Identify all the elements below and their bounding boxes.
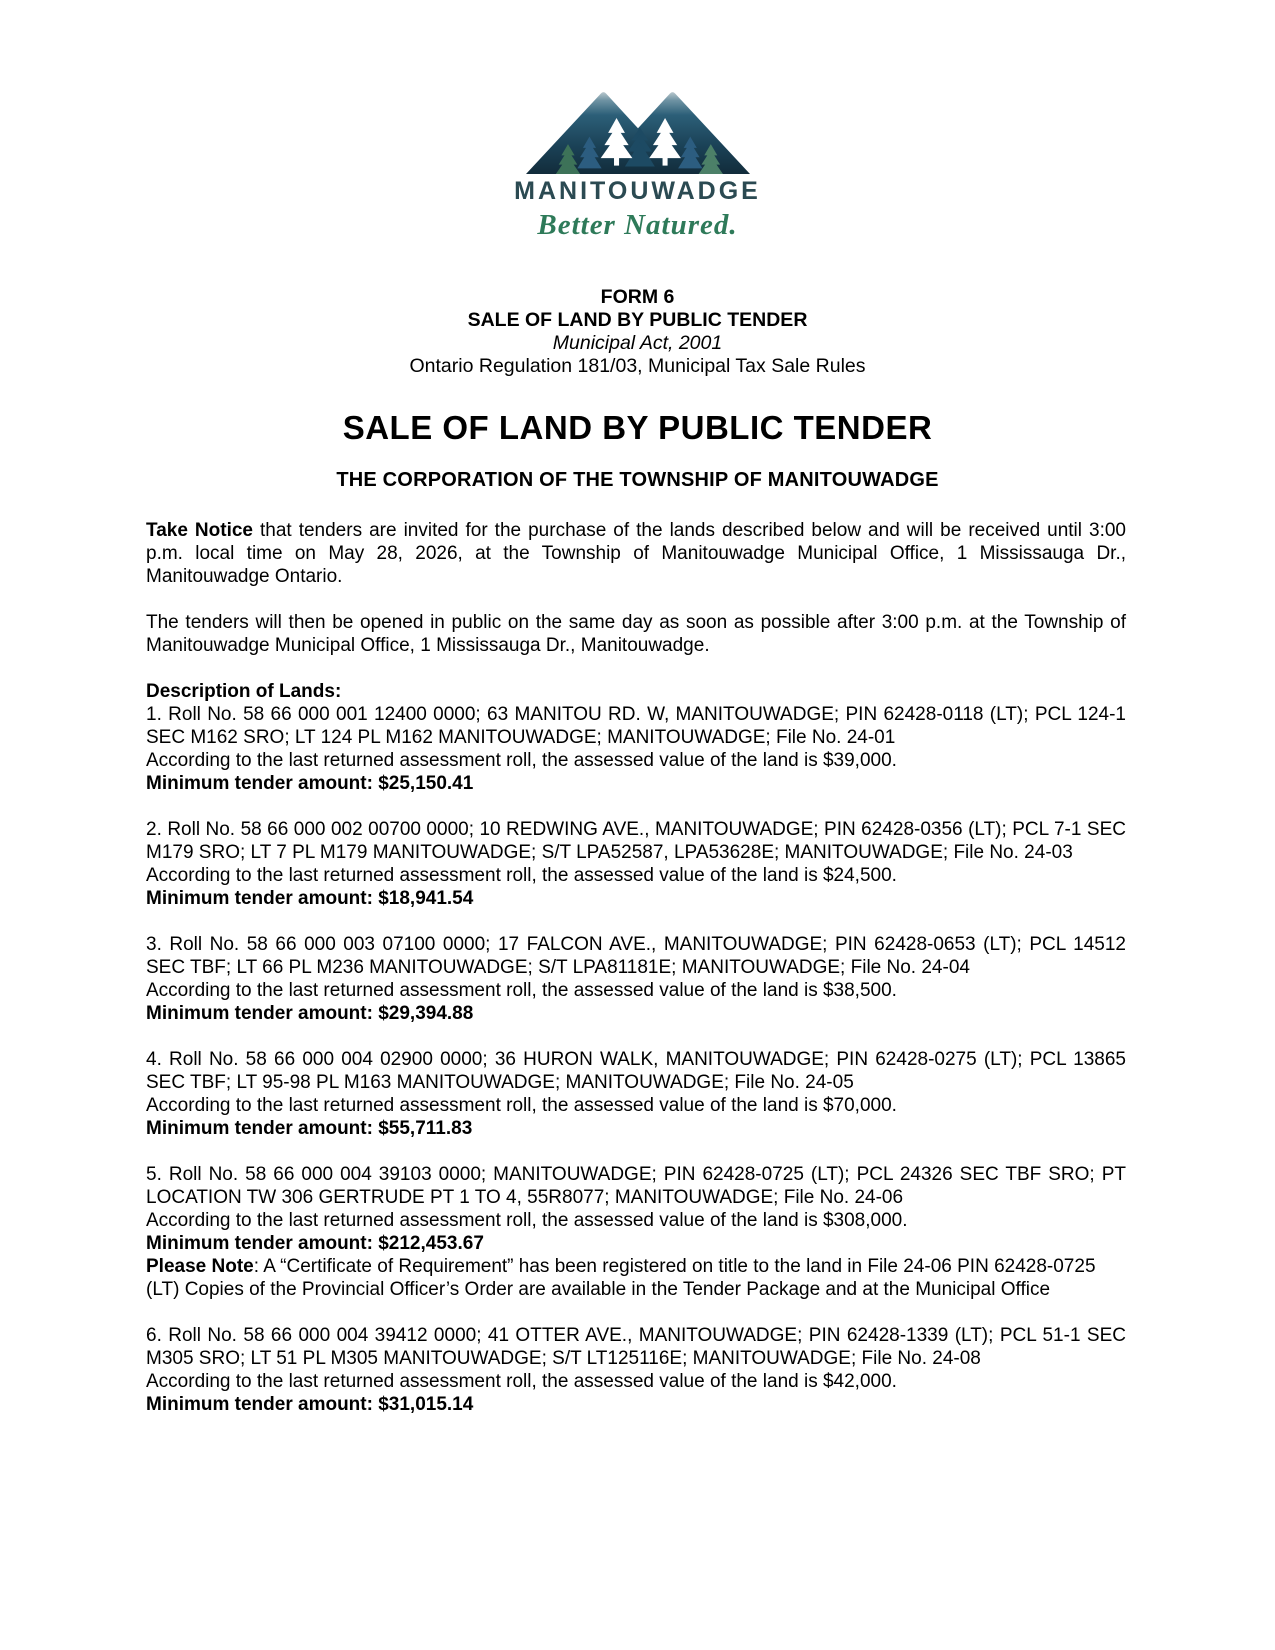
land-item [146,818,1126,910]
land-item [146,933,1126,1025]
land-assessment: According to the last returned assessment roll, the assessed value of the land is $70,000. [146,1095,897,1116]
mountain-trees-icon [526,90,750,174]
land-assessment: According to the last returned assessment roll, the assessed value of the land is $308,000. [146,1210,908,1231]
land-description: 3. Roll No. 58 66 000 003 07100 0000; 17 FALCON AVE., MANITOUWADGE; PIN 62428-0653 (LT); PCL 14512 SEC TBF; LT 66 PL M236 MANITOUWADGE; S/T LPA81181E; MANITOUWADGE; File No. 24-04 [146,934,1126,978]
land-note-text: : A “Certificate of Requirement” has been registered on title to the land in File 24-06 PIN 62428-0725 (LT) Copies of the Provincial Officer’s Order are available in the Tender Package and at the Municipal Office [146,1256,1096,1300]
land-minimum-tender: Minimum tender amount: $25,150.41 [146,773,474,794]
land-description: 6. Roll No. 58 66 000 004 39412 0000; 41 OTTER AVE., MANITOUWADGE; PIN 62428-1339 (LT); PCL 51-1 SEC M305 SRO; LT 51 PL M305 MANITOUWADGE; S/T LT125116E; MANITOUWADGE; File No. 24-08 [146,1325,1126,1369]
act-reference: Municipal Act, 2001 [552,332,723,354]
land-note [146,1255,1126,1301]
take-notice-text: that tenders are invited for the purchase of the lands described below and will be received until 3:00 p.m. local time on May 28, 2026, at the Township of Manitouwadge Municipal Office, 1 Mississauga Dr., Manitouwadge Ontario. [146,520,1126,587]
land-item [146,1048,1126,1140]
land-description: 1. Roll No. 58 66 000 001 12400 0000; 63 MANITOU RD. W, MANITOUWADGE; PIN 62428-0118 (LT); PCL 124-1 SEC M162 SRO; LT 124 PL M162 MANITOUWADGE; MANITOUWADGE; File No. 24-01 [146,704,1126,748]
logo-tagline: Better Natured. [537,209,738,241]
land-note-prefix: Please Note [146,1256,254,1277]
land-assessment: According to the last returned assessment roll, the assessed value of the land is $38,500. [146,980,897,1001]
page-title: SALE OF LAND BY PUBLIC TENDER [342,409,933,446]
land-item [146,1324,1126,1416]
take-notice-prefix: Take Notice [146,520,253,541]
land-assessment: According to the last returned assessment roll, the assessed value of the land is $42,000. [146,1371,897,1392]
land-description: 4. Roll No. 58 66 000 004 02900 0000; 36 HURON WALK, MANITOUWADGE; PIN 62428-0275 (LT); PCL 13865 SEC TBF; LT 95-98 PL M163 MANITOUWADGE; MANITOUWADGE; File No. 24-05 [146,1049,1126,1093]
land-description: 5. Roll No. 58 66 000 004 39103 0000; MANITOUWADGE; PIN 62428-0725 (LT); PCL 24326 SEC TBF SRO; PT LOCATION TW 306 GERTRUDE PT 1 TO 4, 55R8077; MANITOUWADGE; File No. 24-06 [146,1164,1126,1208]
land-assessment: According to the last returned assessment roll, the assessed value of the land is $39,000. [146,750,897,771]
land-items [146,703,1126,1416]
land-item [146,703,1126,795]
document-body [146,519,1126,1416]
land-description: 2. Roll No. 58 66 000 002 00700 0000; 10 REDWING AVE., MANITOUWADGE; PIN 62428-0356 (LT); PCL 7-1 SEC M179 SRO; LT 7 PL M179 MANITOUWADGE; S/T LPA52587, LPA53628E; MANITOUWADGE; File No. 24-03 [146,819,1126,863]
land-minimum-tender: Minimum tender amount: $29,394.88 [146,1003,474,1024]
logo-wordmark: MANITOUWADGE [514,177,761,205]
land-minimum-tender: Minimum tender amount: $18,941.54 [146,888,474,909]
corporation-title: THE CORPORATION OF THE TOWNSHIP OF MANITOUWADGE [336,469,939,491]
regulation-line: Ontario Regulation 181/03, Municipal Tax Sale Rules [409,355,866,377]
land-minimum-tender: Minimum tender amount: $55,711.83 [146,1118,473,1139]
land-assessment: According to the last returned assessment roll, the assessed value of the land is $24,500. [146,865,897,886]
form-title: SALE OF LAND BY PUBLIC TENDER [467,309,808,331]
lands-heading: Description of Lands: [146,681,342,702]
tender-opening-paragraph: The tenders will then be opened in public on the same day as soon as possible after 3:00 p.m. at the Township of Manitouwadge Municipal Office, 1 Mississauga Dr., Manitouwadge. [146,612,1126,656]
land-item [146,1163,1126,1301]
form-number: FORM 6 [600,286,675,308]
land-minimum-tender: Minimum tender amount: $212,453.67 [146,1233,484,1254]
form-header [0,286,1275,378]
township-logo [0,0,1275,242]
land-minimum-tender: Minimum tender amount: $31,015.14 [146,1394,474,1415]
take-notice-paragraph [146,519,1126,588]
